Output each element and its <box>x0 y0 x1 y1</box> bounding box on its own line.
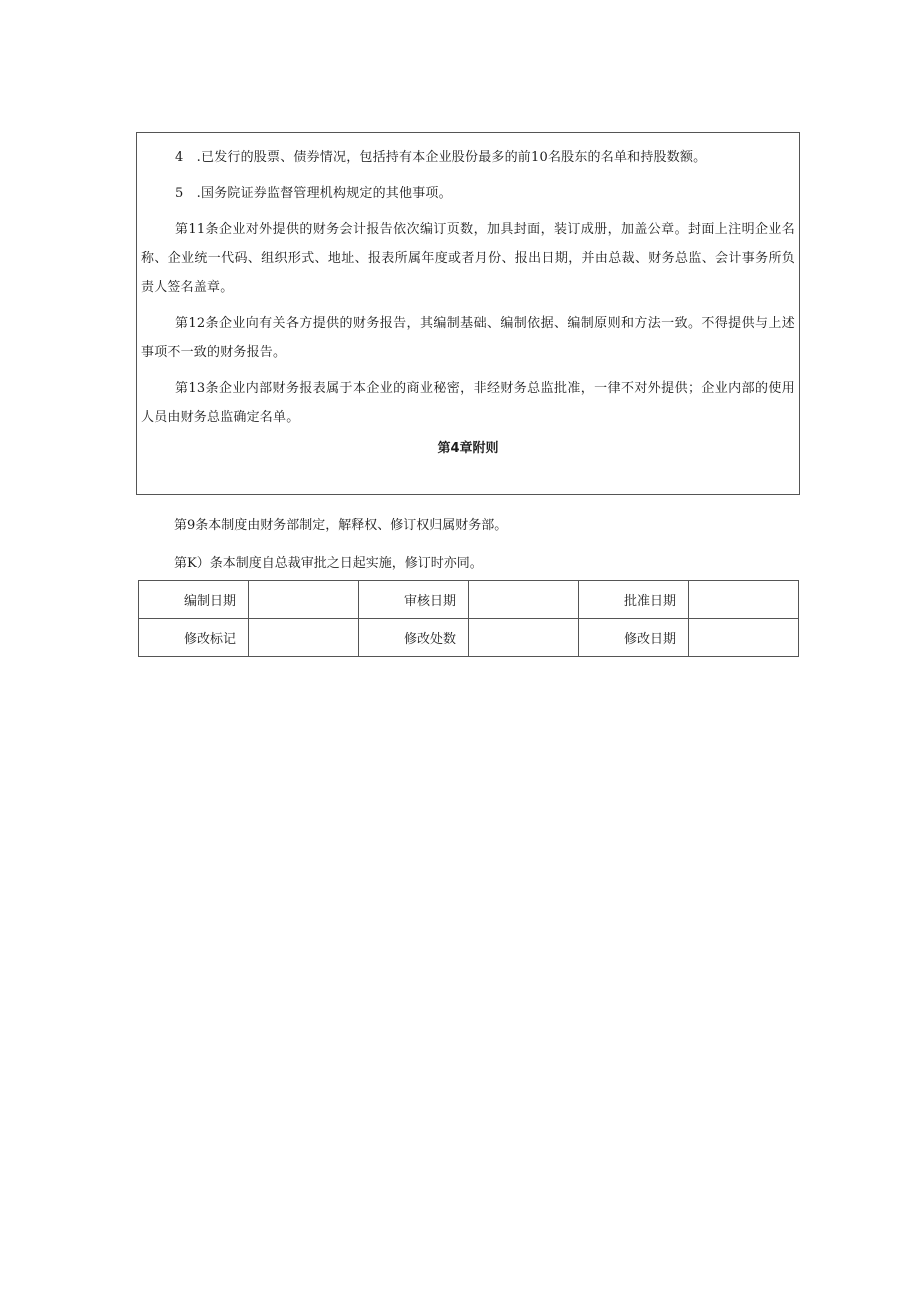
table-cell-value <box>469 581 579 619</box>
chapter-title: 第4章附则 <box>437 441 499 456</box>
table-cell-value <box>689 581 799 619</box>
table-cell-value <box>689 619 799 657</box>
paragraph-item-4: 4 .已发行的股票、债券情况，包括持有本企业股份最多的前10名股东的名单和持股数额。 <box>175 150 707 165</box>
document-meta-table <box>138 580 799 657</box>
table-cell-value <box>249 619 359 657</box>
paragraph-article-13: 第13条企业内部财务报表属于本企业的商业秘密，非经财务总监批准，一律不对外提供；企业内部的使用人员由财务总监确定名单。 <box>141 381 795 425</box>
table-cell-label: 编制日期 <box>139 581 249 619</box>
table-cell-label: 修改标记 <box>139 619 249 657</box>
table-cell-label: 批准日期 <box>579 581 689 619</box>
regulation-text-box <box>136 132 800 495</box>
table-cell-label: 修改处数 <box>359 619 469 657</box>
table-row <box>139 619 799 657</box>
table-cell-label: 修改日期 <box>579 619 689 657</box>
paragraph-article-10: 第K）条本制度自总裁审批之日起实施，修订时亦同。 <box>174 556 483 571</box>
paragraph-item-5: 5 .国务院证券监督管理机构规定的其他事项。 <box>175 186 452 201</box>
paragraph-article-12: 第12条企业向有关各方提供的财务报告，其编制基础、编制依据、编制原则和方法一致。不得提供与上述事项不一致的财务报告。 <box>141 316 795 360</box>
table-cell-label: 审核日期 <box>359 581 469 619</box>
table-row <box>139 581 799 619</box>
paragraph-article-9: 第9条本制度由财务部制定，解释权、修订权归属财务部。 <box>174 518 508 533</box>
paragraph-article-11: 第11条企业对外提供的财务会计报告依次编订页数，加具封面，装订成册，加盖公章。封面上注明企业名称、企业统一代码、组织形式、地址、报表所属年度或者月份、报出日期，并由总裁、财务总监、会计事务所负责人签名盖章。 <box>141 222 795 295</box>
table-cell-value <box>249 581 359 619</box>
table-cell-value <box>469 619 579 657</box>
